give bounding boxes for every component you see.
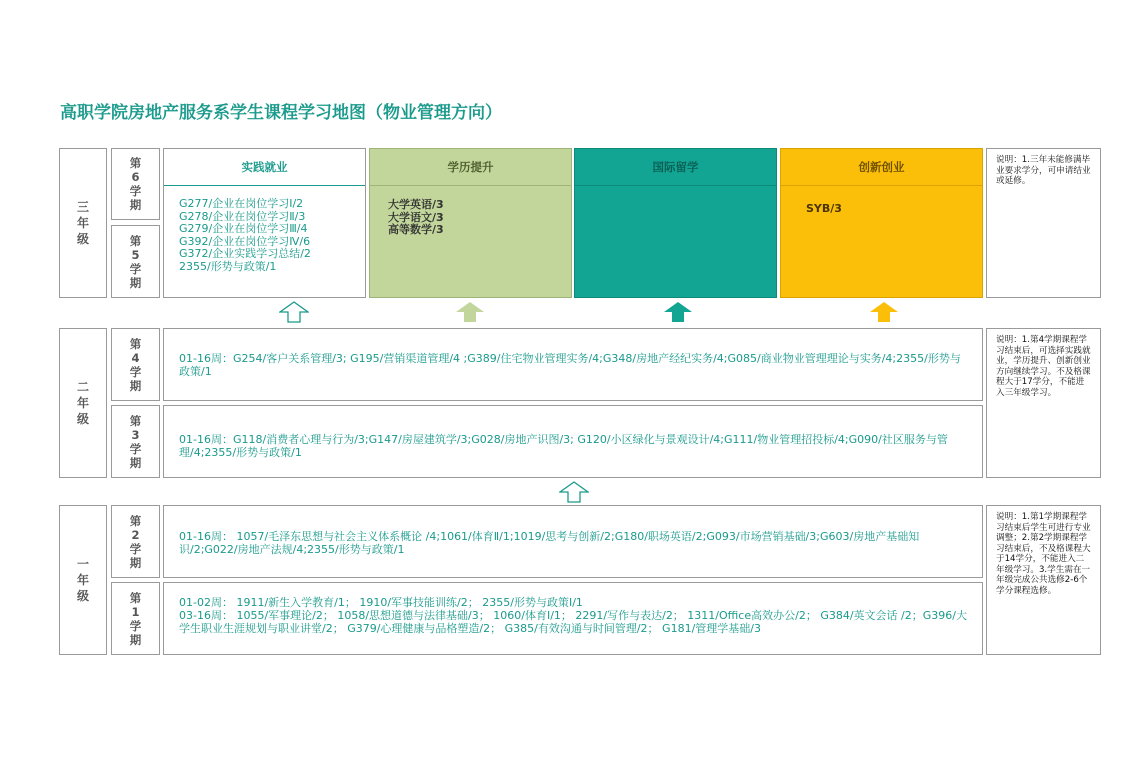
- year2-note: 说明：1.第4学期课程学习结束后，可选择实践就业，学历提升、创新创业方向继续学习。不及格课程大于17学分，不能进入三年级学习。: [986, 328, 1101, 478]
- sem2-course-text: 01-16周： 1057/毛泽东思想与社会主义体系概论 /4;1061/体育Ⅱ/1;1019/思考与创新/2;G180/职场英语/2;G093/市场营销基础/3;G603/房地产基础知识/2;G022/房地产法规/4;2355/形势与政策/1: [179, 530, 920, 556]
- sem4-label: 第4学期: [111, 328, 160, 401]
- sem4-courses: [163, 328, 983, 401]
- list-item: G279/企业在岗位学习Ⅲ/4: [179, 222, 308, 235]
- sem3-courses: [163, 405, 983, 478]
- column-innovation: [780, 148, 983, 298]
- list-item: SYB/3: [806, 202, 842, 215]
- year1-note: 说明：1.第1学期课程学习结束后学生可进行专业调整；2.第2学期课程学习结束后，不及格课程大于14学分，不能进入二年级学习。3.学生需在一年级完成公共选修2-6个学分课程选修。: [986, 505, 1101, 655]
- list-item: 大学语文/3: [388, 210, 444, 224]
- sem1-courses: [163, 582, 983, 655]
- degree-course-list: [370, 186, 571, 237]
- year3-note: 说明：1.三年未能修满毕业要求学分，可申请结业或延修。: [986, 148, 1101, 298]
- sem4-course-text: 01-16周：G254/客户关系管理/3; G195/营销渠道管理/4 ;G389/住宅物业管理实务/4;G348/房地产经纪实务/4;G085/商业物业管理理论与实务/4;2355/形势与政策/1: [179, 352, 961, 378]
- year1-label: [59, 505, 107, 655]
- sem3-label: 第3学期: [111, 405, 160, 478]
- sem1-course-line1: 01-02周： 1911/新生入学教育/1； 1910/军事技能训练/2； 2355/形势与政策Ⅰ/1: [179, 596, 583, 609]
- list-item: G372/企业实践学习总结/2: [179, 247, 311, 260]
- year2-label: [59, 328, 107, 478]
- list-item: G392/企业在岗位学习Ⅳ/6: [179, 234, 311, 248]
- column-header-innovation: 创新创业: [781, 149, 982, 186]
- list-item: G278/企业在岗位学习Ⅱ/3: [179, 209, 306, 223]
- list-item: 大学英语/3: [388, 198, 444, 211]
- sem6-label: 第6学期: [111, 148, 160, 220]
- practice-course-list: [164, 186, 365, 273]
- up-arrow-outline-icon: [559, 481, 589, 503]
- list-item: 高等数学/3: [388, 223, 444, 236]
- sem1-course-line2: 03-16周： 1055/军事理论/2； 1058/思想道德与法律基础/3； 1060/体育Ⅰ/1； 2291/写作与表达/2； 1311/Office高效办公/2； G384/英文会话 /2；G396/大学生职业生涯规划与职业讲堂/2； G379/心理健康与品格塑造/2； G385/有效沟通与时间管理/2； G181/管理学基础/3: [179, 609, 967, 635]
- column-practice-employment: [163, 148, 366, 298]
- innovation-course-list: [781, 186, 982, 216]
- column-study-abroad: [574, 148, 777, 298]
- sem1-label: 第1学期: [111, 582, 160, 655]
- column-header-abroad: 国际留学: [575, 149, 776, 186]
- sem2-label: 第2学期: [111, 505, 160, 578]
- list-item: 2355/形势与政策/1: [179, 259, 277, 273]
- year3-label: [59, 148, 107, 298]
- year2-label-text: 二年级: [76, 380, 89, 426]
- sem3-course-text: 01-16周：G118/消费者心理与行为/3;G147/房屋建筑学/3;G028/房地产识图/3; G120/小区绿化与景观设计/4;G111/物业管理招投标/4;G090/社区服务与管理/4;2355/形势与政策/1: [179, 433, 948, 459]
- page-title: 高职学院房地产服务系学生课程学习地图（物业管理方向）: [60, 103, 502, 123]
- column-header-degree: 学历提升: [370, 149, 571, 186]
- column-degree-upgrade: [369, 148, 572, 298]
- sem2-courses: [163, 505, 983, 578]
- up-arrow-green-icon: [456, 302, 484, 322]
- list-item: G277/企业在岗位学习Ⅰ/2: [179, 197, 304, 210]
- sem5-label: 第5学期: [111, 225, 160, 298]
- year1-label-text: 一年级: [76, 557, 89, 603]
- up-arrow-outline-icon: [279, 301, 309, 323]
- up-arrow-teal-icon: [664, 302, 692, 322]
- up-arrow-gold-icon: [870, 302, 898, 322]
- year3-label-text: 三年级: [76, 200, 89, 246]
- column-header-practice: 实践就业: [164, 149, 365, 186]
